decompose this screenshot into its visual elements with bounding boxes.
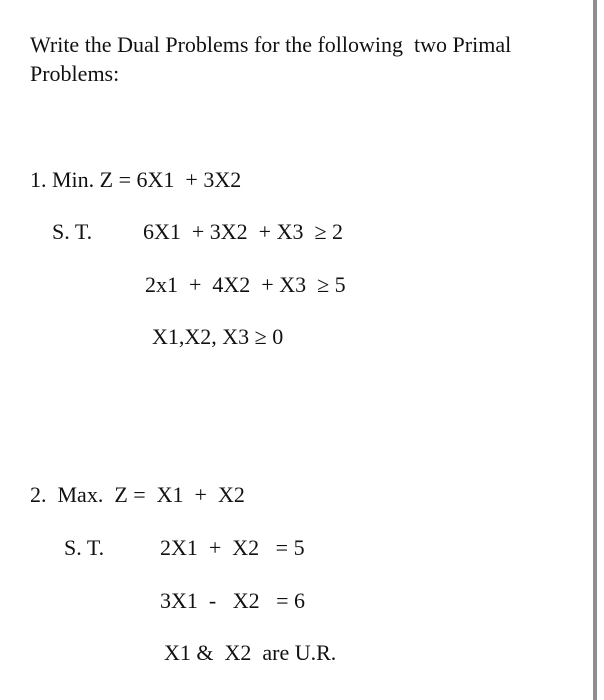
problem-1-constraint-2: 2x1 + 4X2 + X3 ≥ 5 xyxy=(145,272,346,297)
problem-2-constraint-1: 2X1 + X2 = 5 xyxy=(160,535,305,560)
problem-2-unrestricted-note: X1 & X2 are U.R. xyxy=(164,640,337,665)
instruction-line-2: Problems: xyxy=(30,61,120,86)
problem-2-subject-to-label: S. T. xyxy=(64,535,105,560)
problem-1-objective: 1. Min. Z = 6X1 + 3X2 xyxy=(30,167,242,192)
problem-2-constraint-2: 3X1 - X2 = 6 xyxy=(160,588,306,613)
problem-1-constraint-1: 6X1 + 3X2 + X3 ≥ 2 xyxy=(143,219,344,244)
problem-1-nonnegativity: X1,X2, X3 ≥ 0 xyxy=(152,324,284,349)
problem-1-subject-to-label: S. T. xyxy=(52,219,93,244)
problem-2-objective: 2. Max. Z = X1 + X2 xyxy=(30,482,245,507)
instruction-line-1: Write the Dual Problems for the following two Primal xyxy=(30,32,512,57)
right-edge-divider xyxy=(593,0,597,700)
